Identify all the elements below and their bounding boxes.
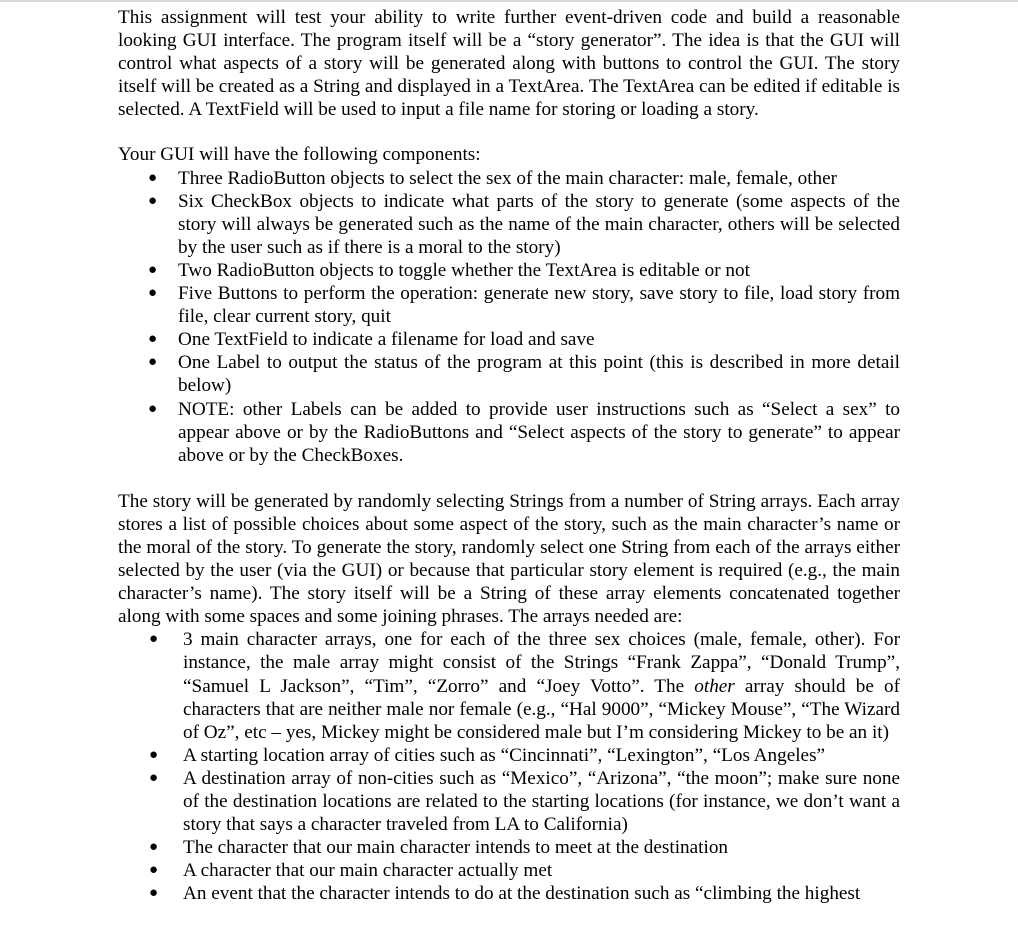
document-page xyxy=(118,6,900,905)
list-item-text: A starting location array of cities such as “Cincinnati”, “Lexington”, “Los Angeles” xyxy=(183,744,826,766)
components-heading: Your GUI will have the following components: xyxy=(118,144,481,166)
intro-paragraph: This assignment will test your ability to write further event-driven code and build a reasonable looking GUI interface. The program itself will be a “story generator”. The idea is that the GUI will control what aspects of a story will be generated along with buttons to control the GUI. The story itself will be created as a String and displayed in a TextArea. The TextArea can be edited if editable is selected. A TextField will be used to input a file name for storing or loading a story. xyxy=(118,7,900,121)
list-item-text: Two RadioButton objects to toggle whether the TextArea is editable or not xyxy=(178,259,750,281)
italic-word: other xyxy=(694,675,735,697)
list-item-text: The character that our main character intends to meet at the destination xyxy=(183,837,729,859)
bullet-icon: ● xyxy=(149,746,159,763)
list-item-text: One TextField to indicate a filename for load and save xyxy=(178,329,595,351)
list-item xyxy=(148,167,900,190)
bullet-icon: ● xyxy=(148,169,158,186)
list-item xyxy=(148,190,900,259)
story-paragraph: The story will be generated by randomly selecting Strings from a number of String arrays. Each array stores a list of possible choices about some aspect of the story, such as the main character’s name or the moral of the story. To generate the story, randomly select one String from each of the arrays either selected by the user (via the GUI) or because that particular story element is required (e.g., the main character’s name). The story itself will be a String of these array elements concatenated together along with some spaces and some joining phrases. The arrays needed are: xyxy=(118,490,900,628)
list-item xyxy=(149,859,900,882)
list-item xyxy=(148,351,900,397)
list-item-text: A character that our main character actually met xyxy=(183,860,553,882)
list-item xyxy=(148,259,900,282)
bullet-icon: ● xyxy=(149,769,159,786)
list-item xyxy=(149,744,900,767)
page-top-rule xyxy=(0,0,1018,2)
bullet-icon: ● xyxy=(149,885,159,902)
list-item xyxy=(149,767,900,836)
bullet-icon: ● xyxy=(148,331,158,348)
bullet-icon: ● xyxy=(149,862,159,879)
paragraph-gap xyxy=(118,467,900,490)
list-item-text: array should be of characters that are neither male nor female (e.g., “Hal 9000”, “Mickey Mouse”, “The Wizard of Oz”, etc – yes, Mickey might be considered male but I’m considering Mickey to be an it) xyxy=(183,675,900,743)
components-list xyxy=(118,167,900,467)
bullet-icon: ● xyxy=(148,354,158,371)
bullet-icon: ● xyxy=(148,192,158,209)
list-item-text: A destination array of non-cities such as “Mexico”, “Arizona”, “the moon”; make sure none of the destination locations are related to the starting locations (for instance, we don’t want a story that says a character traveled from LA to California) xyxy=(183,767,900,836)
list-item-text: One Label to output the status of the program at this point (this is described in more detail below) xyxy=(178,352,900,397)
list-item-text: 3 main character arrays, one for each of the three sex choices (male, female, other). For instance, the male array might consist of the Strings “Frank Zappa”, “Donald Trump”, “Samuel L Jackson”, “Tim”, “Zorro” and “Joey Votto”. The xyxy=(183,629,900,697)
bullet-icon: ● xyxy=(148,285,158,302)
list-item-text: Three RadioButton objects to select the sex of the main character: male, female, other xyxy=(178,167,838,189)
list-item xyxy=(148,282,900,328)
bullet-icon: ● xyxy=(149,631,159,648)
list-item-text: An event that the character intends to do at the destination such as “climbing the highest xyxy=(183,883,861,905)
arrays-list xyxy=(118,628,900,905)
list-item xyxy=(148,398,900,467)
bullet-icon: ● xyxy=(148,400,158,417)
list-item xyxy=(148,328,900,351)
list-item-text: Six CheckBox objects to indicate what parts of the story to generate (some aspects of the story will always be generated such as the name of the main character, others will be selected by the user such as if there is a moral to the story) xyxy=(178,190,900,258)
bullet-icon: ● xyxy=(148,261,158,278)
list-item xyxy=(149,836,900,859)
list-item xyxy=(149,882,900,905)
paragraph-gap xyxy=(118,121,900,143)
bullet-icon: ● xyxy=(149,839,159,856)
list-item-text: Five Buttons to perform the operation: generate new story, save story to file, load story from file, clear current story, quit xyxy=(178,283,900,328)
list-item xyxy=(149,628,900,743)
list-item-text: NOTE: other Labels can be added to provide user instructions such as “Select a sex” to appear above or by the RadioButtons and “Select aspects of the story to generate” to appear above or by the CheckBoxes. xyxy=(178,398,900,466)
